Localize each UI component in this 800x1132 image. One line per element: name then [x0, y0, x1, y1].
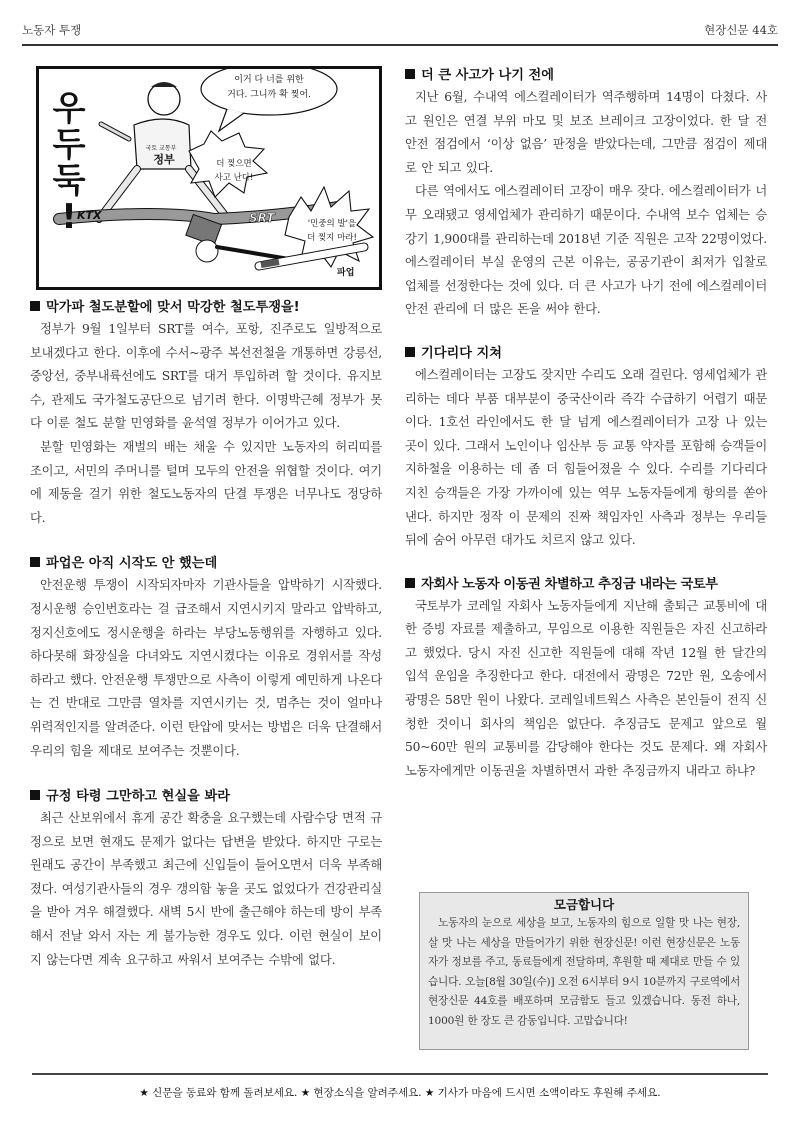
article-paragraph: 국토부가 코레일 자회사 노동자들에게 지난해 출퇴근 교통비에 대한 증빙 자료를 제출하고, 무임으로 이용한 직원들은 자진 신고하라고 했었다. 당시 자진 신고한 직원들에 대해 작년 12월 한 달간의 입석 운임을 추징한다고 한다. 대전에서 광명은 72만 원, 오송에서 광명은 58만 원이 나왔다. 코레일네트웍스 사측은 본인들이 전직 신청한 것이니 회사의 책임은 없단다. 추징금도 문제고 앞으로 월 50~60만 원의 교통비를 감당해야 한다는 것도 문제다. 왜 자회사 노동자에게만 이동권을 차별하면서 과한 추징금까지 내라고 하냐? — [405, 598, 767, 778]
shout-char: 우 — [52, 89, 86, 129]
header-rule — [22, 44, 778, 46]
square-bullet-icon — [405, 578, 415, 588]
bubble-line: 거다. 그니까 확 찢어. — [227, 90, 311, 100]
gov-ministry-label: 국토 교통부 — [145, 145, 177, 152]
bubble-line: 이거 다 너를 위한 — [234, 75, 304, 85]
bubble-line: '민중의 발'을 — [307, 219, 357, 229]
srt-label: SRT — [249, 211, 275, 225]
square-bullet-icon — [405, 69, 415, 79]
article-heading — [30, 554, 382, 574]
donation-title: 모금합니다 — [553, 897, 615, 912]
shout-char: 두 — [52, 125, 86, 165]
editorial-cartoon — [36, 66, 382, 290]
section-label: 노동자 투쟁 — [22, 23, 82, 37]
article-paragraph: 다른 역에서도 에스컬레이터 고장이 매우 잦다. 에스컬레이터가 너무 오래됐고 영세업체가 관리하기 때문이다. 수내역 보수 업체는 승강기 1,900대를 관리하는데 2018년 기준 직원은 고작 22명이었다. 에스컬레이터 부실 운영의 근본 이유는, 공공기관이 최저가 입찰로 업체를 선정한다는 것에 있다. 더 큰 사고가 나기 전에 에스컬레이터 안전 관리에 더 많은 돈을 써야 한다. — [405, 184, 767, 317]
donation-box — [419, 892, 749, 1050]
heading-text: 파업은 아직 시작도 안 했는데 — [46, 556, 218, 572]
speech-bubble-middle — [204, 157, 264, 185]
article-paragraph: 안전운행 투쟁이 시작되자마자 기관사들을 압박하기 시작했다. 정시운행 승인번호라는 걸 급조해서 지연시키지 말라고 압박하고, 정지신호에도 정시운행을 하라는 부당노동행위를 자행하고 있다. 하다못해 화장실을 다녀와도 지연시켰다는 이유로 경위서를 작성하라고 했다. 안전운행 투쟁만으로 사측이 이렇게 예민하게 나온다는 건 반대로 그만큼 열차를 지연시키는 것, 멈추는 것이 얼마나 위력적인지를 알려준다. 이런 탄압에 맞서는 방법은 더욱 단결해서 우리의 힘을 제대로 보여주는 것뿐이다. — [30, 578, 382, 758]
square-bullet-icon — [30, 557, 40, 567]
heading-text: 기다리다 지쳐 — [421, 345, 503, 361]
square-bullet-icon — [30, 301, 40, 311]
article-strike-not-started — [30, 554, 382, 763]
article-heading — [405, 344, 767, 364]
article-escalator-accident — [405, 66, 767, 322]
article-heading — [30, 787, 382, 807]
article-paragraph: 최근 산보위에서 휴게 공간 확충을 요구했는데 사람수당 면적 규정으로 보면 현재도 문제가 없다는 답변을 받았다. 하지만 구로는 원래도 공간이 부족했고 최근에 신입들이 들어오면서 더욱 부족해졌다. 여성기관사들의 경우 갱의함 놓을 곳도 없었다가 건강관리실을 받아 겨우 해결했다. 새벽 5시 반에 출근해야 하는데 방이 부족해서 전날 와서 자는 게 불가능한 경우도 있다. 이런 현실이 보이지 않는다면 계속 요구하고 싸워서 보여주는 수밖에 없다. — [30, 811, 382, 967]
donation-body: 노동자의 눈으로 세상을 보고, 노동자의 힘으로 일할 맛 나는 현장, 살 맛 나는 세상을 만들어가기 위한 현장신문! 이런 현장신문은 노동자가 정보를 주고, 동료들에게 전달하며, 후원할 때 제대로 만들 수 있습니다. 오늘[8월 30일(수)] 오전 6시부터 9시 10분까지 구로역에서 현장신문 44호를 배포하며 모금함도 들고 있겠습니다. 동전 하나, 1000원 한 장도 큰 감동입니다. 고맙습니다! — [428, 917, 740, 1027]
square-bullet-icon — [405, 347, 415, 357]
gov-name-label: 정부 — [153, 153, 175, 166]
page-header — [22, 16, 778, 42]
bubble-line: 사고 난다! — [214, 173, 254, 183]
article-regulation-reality — [30, 787, 382, 972]
heading-text: 자회사 노동자 이동권 차별하고 추징금 내라는 국토부 — [421, 576, 718, 592]
heading-text: 막가파 철도분할에 맞서 막강한 철도투쟁을! — [46, 300, 300, 315]
ktx-label: KTX — [77, 209, 102, 222]
footer-rule — [32, 1073, 768, 1075]
strike-bat-label: 파업 — [337, 268, 355, 278]
article-paragraph: 지난 6월, 수내역 에스컬레이터가 역주행하며 14명이 다쳤다. 사고 원인은 연결 부위 마모 및 보조 브레이크 고장이었다. 한 달 전 안전 점검에서 ‘이상 없음’ 판정을 받았다는데, 그만큼 점검이 제대로 안 되고 있다. — [405, 90, 767, 175]
speech-bubble-right — [297, 217, 367, 245]
shout-char: 둑 — [52, 161, 86, 201]
square-bullet-icon — [30, 790, 40, 800]
bubble-line: 더 찢으면 — [216, 159, 252, 169]
right-column — [405, 60, 767, 783]
shout-char: ! — [61, 197, 77, 237]
article-railway-split — [30, 298, 382, 530]
heading-text: 더 큰 사고가 나기 전에 — [421, 68, 555, 83]
bubble-line: 더 찢지 마라! — [307, 233, 357, 243]
speech-bubble-top — [214, 73, 324, 103]
article-heading — [405, 575, 767, 595]
article-paragraph: 정부가 9월 1일부터 SRT를 여수, 포항, 진주로도 일방적으로 보내겠다고 한다. 이후에 수서~광주 복선전철을 개통하면 강릉선, 중앙선, 중부내륙선에도 SRT를 대거 투입하려 할 것이다. 유지보수, 관제도 국가철도공단으로 넘기려 한다. 이명박근혜 정부가 못다 이룬 철도 분할 민영화를 윤석열 정부가 이어가고 있다. — [30, 322, 382, 431]
footer-note: ★ 신문을 동료와 함께 돌려보세요. ★ 현장소식을 알려주세요. ★ 기사가 마음에 드시면 소액이라도 후원해 주세요. — [139, 1087, 661, 1099]
article-heading — [405, 66, 767, 86]
article-waiting-tired — [405, 344, 767, 553]
article-subsidiary-mobility — [405, 575, 767, 784]
article-heading — [30, 298, 382, 318]
article-paragraph: 에스컬레이터는 고장도 잦지만 수리도 오래 걸린다. 영세업체가 관리하는 데다 부품 대부분이 중국산이라 즉각 수급하기 어렵기 때문이다. 1호선 라인에서도 한 달 넘게 에스컬레이터가 고장 나 있는 곳이 있다. 그래서 노인이나 임산부 등 교통 약자를 포함해 승객들이 지하철을 이용하는 데 좀 더 힘들어졌을 수 있다. 수리를 기다리다 지친 승객들은 가장 가까이에 있는 역무 노동자들에게 항의를 쏟아낸다. 하지만 정작 이 문제의 진짜 책임자인 사측과 정부는 우리들 뒤에 숨어 아무런 대가도 치르지 않고 있다. — [405, 367, 767, 548]
heading-text: 규정 타령 그만하고 현실을 봐라 — [46, 789, 230, 805]
issue-label: 현장신문 44호 — [704, 23, 778, 37]
left-column — [30, 60, 382, 972]
article-paragraph: 분할 민영화는 재벌의 배는 채울 수 있지만 노동자의 허리띠를 조이고, 서민의 주머니를 털며 모두의 안전을 위협할 것이다. 여기에 제동을 걸기 위한 철도노동자의 단결 투쟁은 너무나도 정당하다. — [30, 439, 382, 525]
